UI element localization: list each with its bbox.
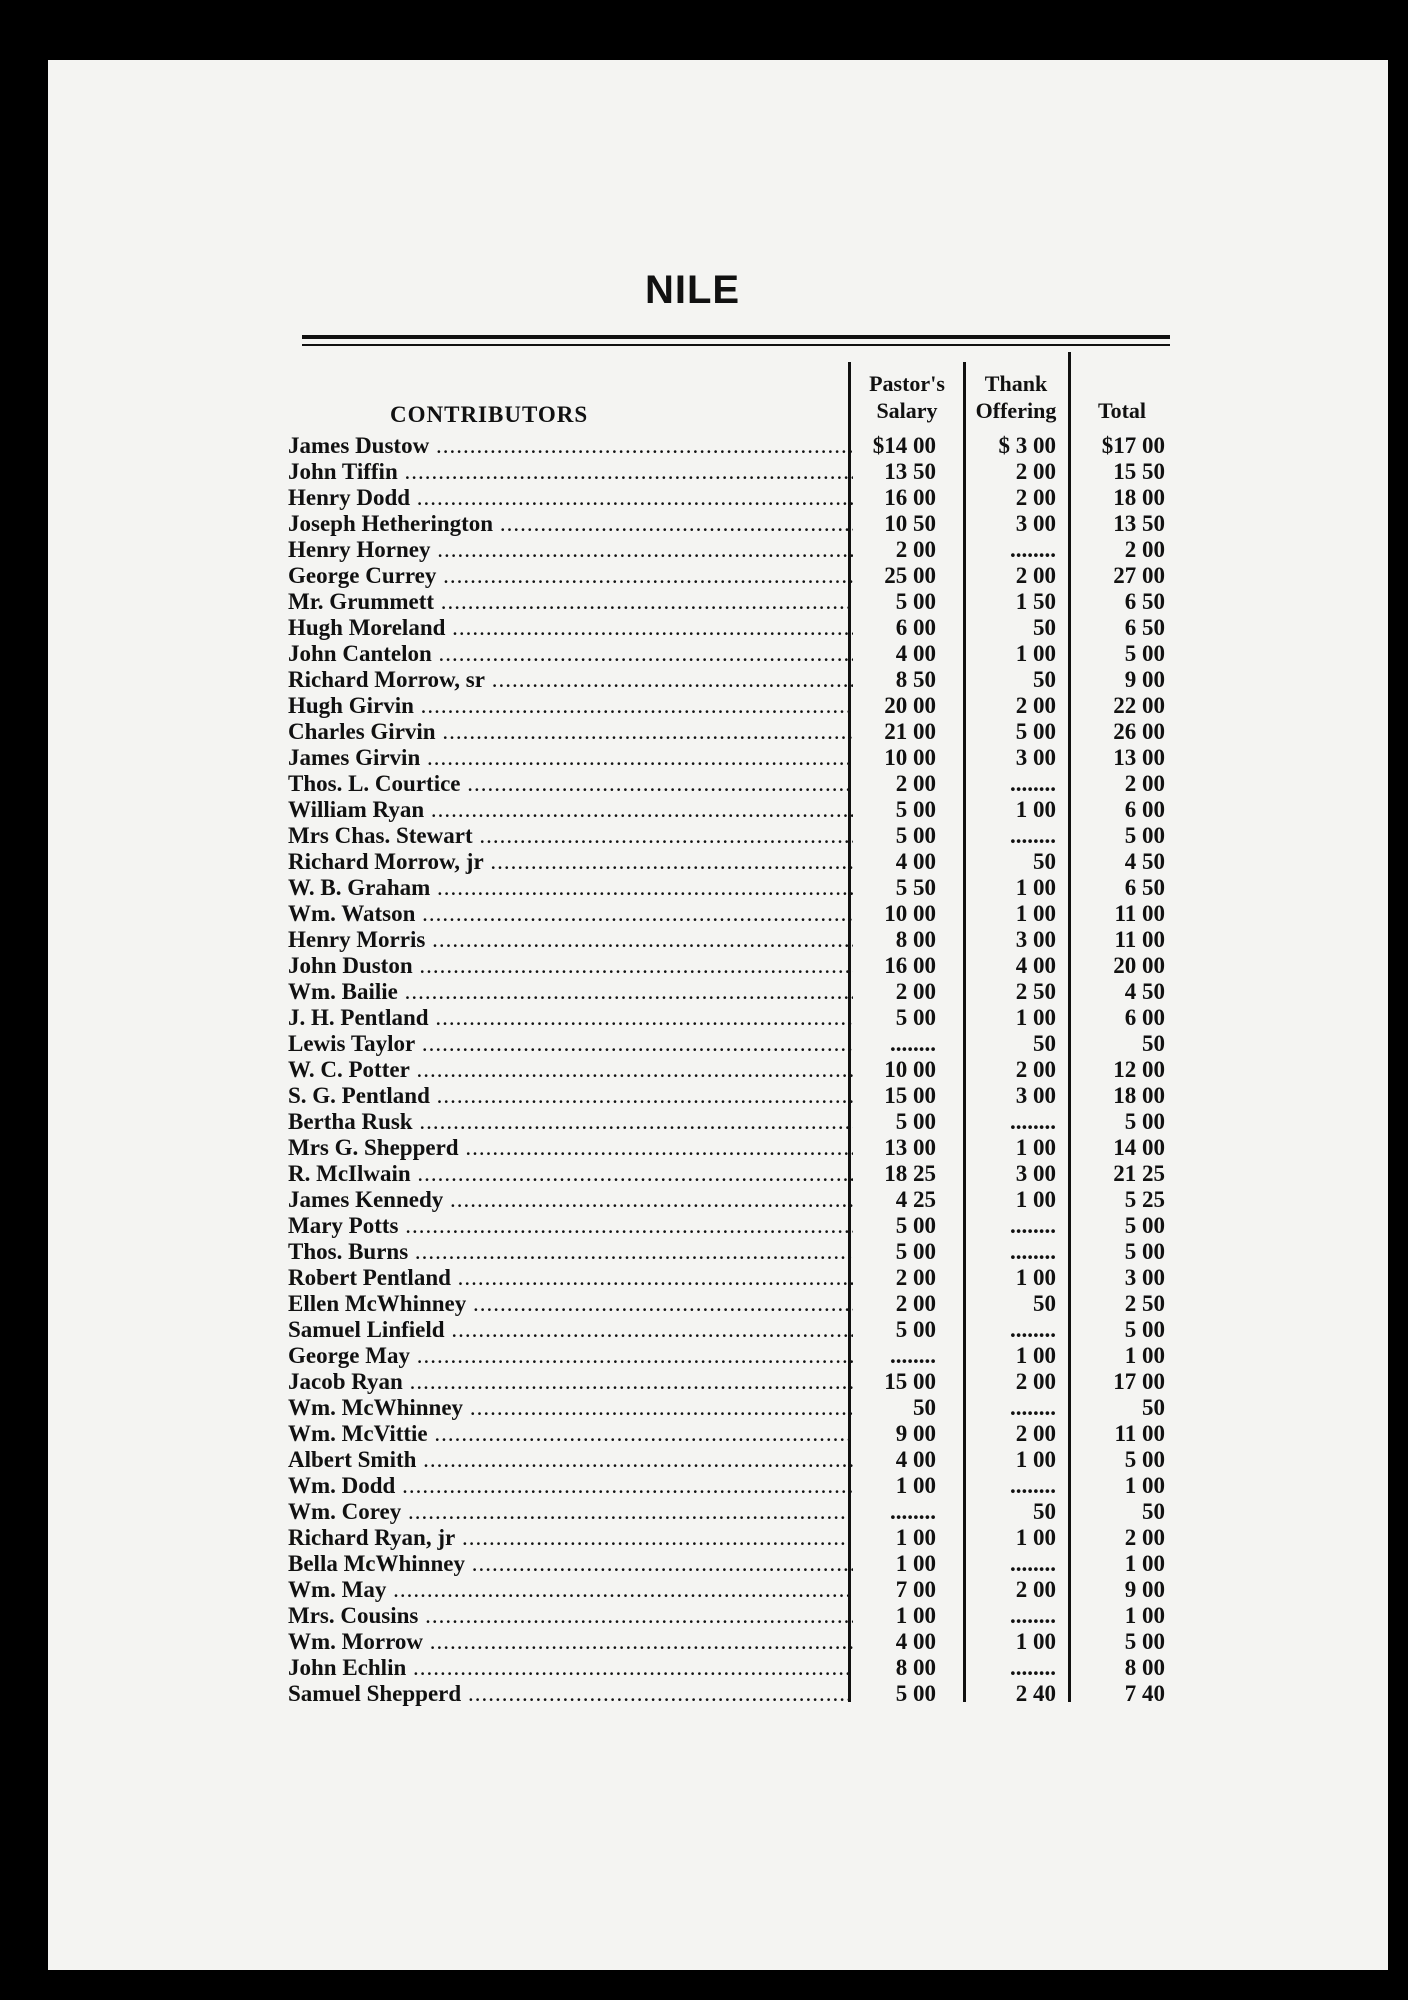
- total-value: 1 00: [1124, 1603, 1165, 1628]
- table-row: [288, 953, 1188, 979]
- pastors-salary-value: 13 50: [884, 459, 936, 484]
- pastors-salary-value: 5 00: [895, 1681, 936, 1706]
- total-value: 4 50: [1124, 979, 1165, 1004]
- thank-offering-value: 2 40: [1015, 1681, 1056, 1706]
- contributor-name: Samuel Shepperd .....: [288, 1681, 853, 1707]
- thank-offering-value: 50: [1033, 849, 1056, 874]
- thank-offering-value: $ 3 00: [998, 433, 1056, 458]
- contributor-name: James Kennedy .....: [288, 1187, 853, 1213]
- thank-offering-value: 2 50: [1015, 979, 1056, 1004]
- total-value: 8 00: [1124, 1655, 1165, 1680]
- table-row: [288, 433, 1188, 459]
- total-value: 13 00: [1113, 745, 1165, 770]
- total-value: 13 50: [1113, 511, 1165, 536]
- total-value: 5 00: [1124, 823, 1165, 848]
- table-row: [288, 1057, 1188, 1083]
- thank-offering-value: 5 00: [1015, 719, 1056, 744]
- thank-offering-value: 3 00: [1015, 745, 1056, 770]
- contributor-name: John Cantelon .....: [288, 641, 853, 667]
- pastors-salary-value: ........: [890, 1031, 936, 1056]
- pastors-salary-value: 5 00: [895, 1109, 936, 1134]
- pastors-salary-value: $14 00: [872, 433, 936, 458]
- contributor-name: Thos. Burns .....: [288, 1239, 853, 1265]
- pastors-salary-value: 8 50: [895, 667, 936, 692]
- total-value: 3 00: [1124, 1265, 1165, 1290]
- table-row: [288, 459, 1188, 485]
- thank-offering-value: 3 00: [1015, 927, 1056, 952]
- thank-offering-value: 1 00: [1015, 797, 1056, 822]
- table-row: [288, 589, 1188, 615]
- table-row: [288, 641, 1188, 667]
- thank-offering-value: 50: [1033, 667, 1056, 692]
- total-value: 5 00: [1124, 1629, 1165, 1654]
- pastors-salary-value: 10 00: [884, 1057, 936, 1082]
- total-value: 1 00: [1124, 1343, 1165, 1368]
- table-row: [288, 1369, 1188, 1395]
- table-row: [288, 667, 1188, 693]
- header-thank-offering-line2: Offering: [975, 398, 1057, 423]
- contributor-name: John Echlin .....: [288, 1655, 853, 1681]
- pastors-salary-value: 16 00: [884, 485, 936, 510]
- pastors-salary-value: 5 50: [895, 875, 936, 900]
- total-value: 1 00: [1124, 1551, 1165, 1576]
- contributor-name: Robert Pentland .....: [288, 1265, 853, 1291]
- table-row: [288, 1291, 1188, 1317]
- pastors-salary-value: 5 00: [895, 589, 936, 614]
- pastors-salary-value: 4 00: [895, 1447, 936, 1472]
- thank-offering-value: ........: [1010, 1213, 1056, 1238]
- contributor-name: Mr. Grummett .....: [288, 589, 853, 615]
- total-value: 2 00: [1124, 771, 1165, 796]
- pastors-salary-value: 25 00: [884, 563, 936, 588]
- contributor-name: Wm. Corey .....: [288, 1499, 853, 1525]
- title-rule-thin: [302, 344, 1170, 346]
- total-value: 11 00: [1114, 1421, 1165, 1446]
- total-value: 5 25: [1124, 1187, 1165, 1212]
- pastors-salary-value: ........: [890, 1499, 936, 1524]
- table-row: [288, 1447, 1188, 1473]
- contributor-name: Lewis Taylor .....: [288, 1031, 853, 1057]
- table-row: [288, 1083, 1188, 1109]
- total-value: 2 00: [1124, 537, 1165, 562]
- header-contributors: CONTRIBUTORS: [390, 402, 589, 427]
- total-value: 5 00: [1124, 1239, 1165, 1264]
- table-row: [288, 901, 1188, 927]
- thank-offering-value: 1 00: [1015, 1525, 1056, 1550]
- table-row: [288, 1525, 1188, 1551]
- pastors-salary-value: 2 00: [895, 1265, 936, 1290]
- header-pastors-salary-line2: Salary: [876, 398, 938, 423]
- thank-offering-value: 1 00: [1015, 875, 1056, 900]
- table-row: [288, 1239, 1188, 1265]
- total-value: 12 00: [1113, 1057, 1165, 1082]
- pastors-salary-value: 50: [913, 1395, 936, 1420]
- total-value: 9 00: [1124, 1577, 1165, 1602]
- total-value: 20 00: [1113, 953, 1165, 978]
- total-value: 6 00: [1124, 1005, 1165, 1030]
- contributor-name: Mrs Chas. Stewart .....: [288, 823, 853, 849]
- table-row: [288, 1005, 1188, 1031]
- table-row: [288, 1161, 1188, 1187]
- pastors-salary-value: 2 00: [895, 1291, 936, 1316]
- thank-offering-value: ........: [1010, 1655, 1056, 1680]
- header-thank-offering-line1: Thank: [984, 371, 1048, 396]
- table-row: [288, 1213, 1188, 1239]
- pastors-salary-value: 16 00: [884, 953, 936, 978]
- contributor-name: Wm. May .....: [288, 1577, 853, 1603]
- contributors-table: [288, 433, 1188, 1707]
- table-row: [288, 1629, 1188, 1655]
- pastors-salary-value: 5 00: [895, 1239, 936, 1264]
- contributor-name: J. H. Pentland .....: [288, 1005, 853, 1031]
- contributor-name: R. McIlwain .....: [288, 1161, 853, 1187]
- thank-offering-value: 2 00: [1015, 459, 1056, 484]
- pastors-salary-value: 5 00: [895, 823, 936, 848]
- contributor-name: Mary Potts .....: [288, 1213, 853, 1239]
- contributor-name: Henry Horney .....: [288, 537, 853, 563]
- contributor-name: Wm. McVittie .....: [288, 1421, 853, 1447]
- contributor-name: Bertha Rusk .....: [288, 1109, 853, 1135]
- thank-offering-value: 1 00: [1015, 1629, 1056, 1654]
- pastors-salary-value: 15 00: [884, 1369, 936, 1394]
- pastors-salary-value: 13 00: [884, 1135, 936, 1160]
- total-value: 26 00: [1113, 719, 1165, 744]
- pastors-salary-value: ........: [890, 1343, 936, 1368]
- thank-offering-value: 3 00: [1015, 511, 1056, 536]
- contributor-name: James Dustow .....: [288, 433, 853, 459]
- pastors-salary-value: 4 00: [895, 849, 936, 874]
- table-row: [288, 1551, 1188, 1577]
- contributor-name: Mrs. Cousins .....: [288, 1603, 853, 1629]
- thank-offering-value: 2 00: [1015, 563, 1056, 588]
- table-row: [288, 1681, 1188, 1707]
- pastors-salary-value: 1 00: [895, 1473, 936, 1498]
- table-row: [288, 1473, 1188, 1499]
- contributor-name: Wm. Watson .....: [288, 901, 853, 927]
- pastors-salary-value: 5 00: [895, 797, 936, 822]
- contributor-name: Richard Ryan, jr .....: [288, 1525, 853, 1551]
- thank-offering-value: ........: [1010, 1603, 1056, 1628]
- table-row: [288, 1317, 1188, 1343]
- thank-offering-value: 1 00: [1015, 1343, 1056, 1368]
- total-value: 6 50: [1124, 615, 1165, 640]
- contributor-name: Hugh Girvin .....: [288, 693, 853, 719]
- pastors-salary-value: 10 50: [884, 511, 936, 536]
- thank-offering-value: ........: [1010, 1473, 1056, 1498]
- table-row: [288, 1135, 1188, 1161]
- pastors-salary-value: 8 00: [895, 1655, 936, 1680]
- table-row: [288, 1655, 1188, 1681]
- thank-offering-value: 2 00: [1015, 1577, 1056, 1602]
- contributor-name: W. C. Potter .....: [288, 1057, 853, 1083]
- total-value: 17 00: [1113, 1369, 1165, 1394]
- total-value: 5 00: [1124, 1109, 1165, 1134]
- table-row: [288, 485, 1188, 511]
- total-value: 50: [1142, 1031, 1165, 1056]
- table-row: [288, 927, 1188, 953]
- total-value: 21 25: [1113, 1161, 1165, 1186]
- thank-offering-value: ........: [1010, 1239, 1056, 1264]
- header-total: Total: [1097, 398, 1147, 423]
- thank-offering-value: 1 00: [1015, 1265, 1056, 1290]
- thank-offering-value: 1 00: [1015, 1187, 1056, 1212]
- pastors-salary-value: 5 00: [895, 1005, 936, 1030]
- table-row: [288, 979, 1188, 1005]
- table-row: [288, 1265, 1188, 1291]
- thank-offering-value: ........: [1010, 1551, 1056, 1576]
- total-value: 27 00: [1113, 563, 1165, 588]
- contributor-name: Richard Morrow, sr .....: [288, 667, 853, 693]
- table-row: [288, 1187, 1188, 1213]
- table-row: [288, 771, 1188, 797]
- pastors-salary-value: 7 00: [895, 1577, 936, 1602]
- table-row: [288, 563, 1188, 589]
- contributor-name: John Duston .....: [288, 953, 853, 979]
- contributor-name: Wm. Morrow .....: [288, 1629, 853, 1655]
- table-row: [288, 849, 1188, 875]
- total-value: 5 00: [1124, 1447, 1165, 1472]
- header-thank-offering: [962, 370, 1070, 424]
- thank-offering-value: 1 00: [1015, 1447, 1056, 1472]
- contributor-name: Joseph Hetherington .....: [288, 511, 853, 537]
- total-value: 5 00: [1124, 1317, 1165, 1342]
- thank-offering-value: ........: [1010, 1395, 1056, 1420]
- pastors-salary-value: 9 00: [895, 1421, 936, 1446]
- total-value: 14 00: [1113, 1135, 1165, 1160]
- contributor-name: Henry Dodd .....: [288, 485, 853, 511]
- pastors-salary-value: 1 00: [895, 1603, 936, 1628]
- table-row: [288, 1603, 1188, 1629]
- total-value: 1 00: [1124, 1473, 1165, 1498]
- total-value: 2 00: [1124, 1525, 1165, 1550]
- total-value: 5 00: [1124, 641, 1165, 666]
- thank-offering-value: 1 00: [1015, 1135, 1056, 1160]
- total-value: 18 00: [1113, 485, 1165, 510]
- thank-offering-value: 1 00: [1015, 901, 1056, 926]
- thank-offering-value: 3 00: [1015, 1083, 1056, 1108]
- contributor-name: Ellen McWhinney .....: [288, 1291, 853, 1317]
- pastors-salary-value: 21 00: [884, 719, 936, 744]
- total-value: 9 00: [1124, 667, 1165, 692]
- contributor-name: Samuel Linfield .....: [288, 1317, 853, 1343]
- pastors-salary-value: 6 00: [895, 615, 936, 640]
- contributor-name: George May .....: [288, 1343, 853, 1369]
- thank-offering-value: 2 00: [1015, 693, 1056, 718]
- pastors-salary-value: 10 00: [884, 745, 936, 770]
- contributor-name: William Ryan .....: [288, 797, 853, 823]
- thank-offering-value: ........: [1010, 537, 1056, 562]
- thank-offering-value: ........: [1010, 1109, 1056, 1134]
- table-row: [288, 719, 1188, 745]
- table-row: [288, 1343, 1188, 1369]
- table-row: [288, 511, 1188, 537]
- pastors-salary-value: 4 25: [895, 1187, 936, 1212]
- header-pastors-salary: [852, 370, 962, 424]
- pastors-salary-value: 8 00: [895, 927, 936, 952]
- contributor-name: Hugh Moreland .....: [288, 615, 853, 641]
- thank-offering-value: 1 50: [1015, 589, 1056, 614]
- thank-offering-value: 1 00: [1015, 641, 1056, 666]
- total-value: $17 00: [1101, 433, 1165, 458]
- pastors-salary-value: 1 00: [895, 1551, 936, 1576]
- table-row: [288, 1109, 1188, 1135]
- contributor-name: Henry Morris .....: [288, 927, 853, 953]
- contributor-name: Thos. L. Courtice .....: [288, 771, 853, 797]
- pastors-salary-value: 1 00: [895, 1525, 936, 1550]
- thank-offering-value: ........: [1010, 1317, 1056, 1342]
- thank-offering-value: 2 00: [1015, 1421, 1056, 1446]
- table-row: [288, 615, 1188, 641]
- pastors-salary-value: 5 00: [895, 1213, 936, 1238]
- contributor-name: Charles Girvin .....: [288, 719, 853, 745]
- title-rule: [302, 335, 1170, 339]
- pastors-salary-value: 2 00: [895, 771, 936, 796]
- pastors-salary-value: 15 00: [884, 1083, 936, 1108]
- total-value: 4 50: [1124, 849, 1165, 874]
- total-value: 11 00: [1114, 927, 1165, 952]
- pastors-salary-value: 5 00: [895, 1317, 936, 1342]
- table-row: [288, 797, 1188, 823]
- table-row: [288, 1499, 1188, 1525]
- table-row: [288, 823, 1188, 849]
- pastors-salary-value: 4 00: [895, 1629, 936, 1654]
- thank-offering-value: ........: [1010, 823, 1056, 848]
- total-value: 7 40: [1124, 1681, 1165, 1706]
- thank-offering-value: 50: [1033, 615, 1056, 640]
- pastors-salary-value: 10 00: [884, 901, 936, 926]
- contributor-name: Richard Morrow, jr .....: [288, 849, 853, 875]
- contributor-name: John Tiffin .....: [288, 459, 853, 485]
- thank-offering-value: 50: [1033, 1031, 1056, 1056]
- pastors-salary-value: 18 25: [884, 1161, 936, 1186]
- table-row: [288, 1421, 1188, 1447]
- thank-offering-value: 3 00: [1015, 1161, 1056, 1186]
- total-value: 6 50: [1124, 589, 1165, 614]
- pastors-salary-value: 2 00: [895, 537, 936, 562]
- pastors-salary-value: 4 00: [895, 641, 936, 666]
- table-row: [288, 1395, 1188, 1421]
- total-value: 11 00: [1114, 901, 1165, 926]
- table-row: [288, 693, 1188, 719]
- table-row: [288, 875, 1188, 901]
- page-title: NILE: [645, 268, 741, 312]
- thank-offering-value: 2 00: [1015, 1369, 1056, 1394]
- thank-offering-value: 2 00: [1015, 485, 1056, 510]
- contributor-name: W. B. Graham .....: [288, 875, 853, 901]
- total-value: 18 00: [1113, 1083, 1165, 1108]
- thank-offering-value: 50: [1033, 1291, 1056, 1316]
- contributor-name: S. G. Pentland .....: [288, 1083, 853, 1109]
- table-row: [288, 1031, 1188, 1057]
- thank-offering-value: 2 00: [1015, 1057, 1056, 1082]
- total-value: 50: [1142, 1499, 1165, 1524]
- contributor-name: James Girvin .....: [288, 745, 853, 771]
- table-row: [288, 745, 1188, 771]
- pastors-salary-value: 2 00: [895, 979, 936, 1004]
- total-value: 6 50: [1124, 875, 1165, 900]
- contributor-name: George Currey .....: [288, 563, 853, 589]
- contributor-name: Mrs G. Shepperd .....: [288, 1135, 853, 1161]
- total-value: 22 00: [1113, 693, 1165, 718]
- header-pastors-salary-line1: Pastor's: [869, 371, 945, 396]
- pastors-salary-value: 20 00: [884, 693, 936, 718]
- contributor-name: Albert Smith .....: [288, 1447, 853, 1473]
- table-row: [288, 537, 1188, 563]
- contributor-name: Wm. Dodd .....: [288, 1473, 853, 1499]
- total-value: 50: [1142, 1395, 1165, 1420]
- table-row: [288, 1577, 1188, 1603]
- total-value: 2 50: [1124, 1291, 1165, 1316]
- thank-offering-value: ........: [1010, 771, 1056, 796]
- total-value: 6 00: [1124, 797, 1165, 822]
- thank-offering-value: 50: [1033, 1499, 1056, 1524]
- contributor-name: Wm. Bailie .....: [288, 979, 853, 1005]
- thank-offering-value: 1 00: [1015, 1005, 1056, 1030]
- thank-offering-value: 4 00: [1015, 953, 1056, 978]
- contributor-name: Wm. McWhinney .....: [288, 1395, 853, 1421]
- total-value: 15 50: [1113, 459, 1165, 484]
- contributor-name: Jacob Ryan .....: [288, 1369, 853, 1395]
- contributor-name: Bella McWhinney .....: [288, 1551, 853, 1577]
- total-value: 5 00: [1124, 1213, 1165, 1238]
